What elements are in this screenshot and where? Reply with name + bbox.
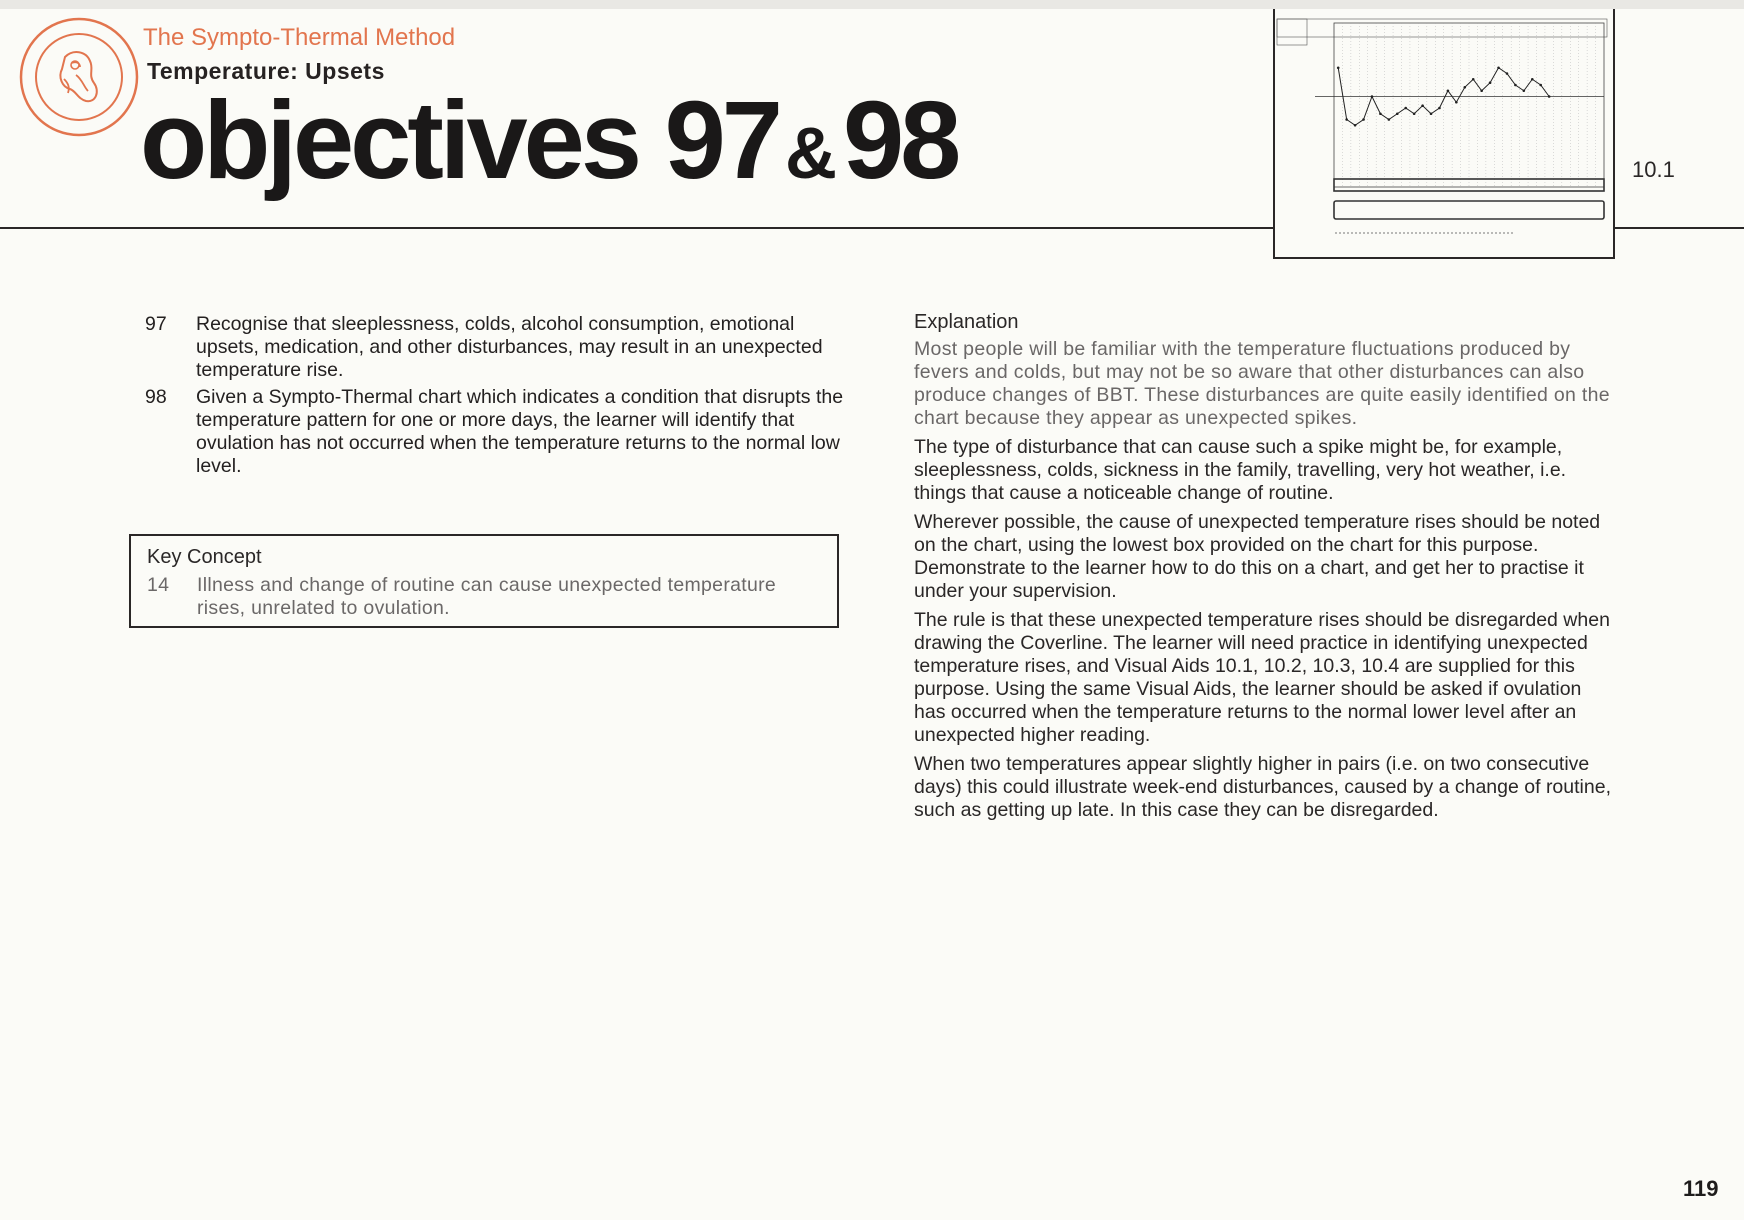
explanation-paragraph-1: Most people will be familiar with the temperature fluctuations produced by fevers and colds, but may not be so aware that other disturbances can also produce changes of BBT. These disturbances are quite easily identified on the chart because they appear as unexpected spikes. <box>914 338 1610 429</box>
chart-temperature-point <box>1430 112 1433 115</box>
temperature-chart-graphic <box>1275 9 1613 257</box>
chart-temperature-point <box>1362 118 1365 121</box>
section-title: Temperature: Upsets <box>147 58 385 84</box>
key-concept-title: Key Concept <box>147 546 262 568</box>
chart-temperature-point <box>1438 107 1441 110</box>
top-edge-band <box>0 0 1744 9</box>
chart-temperature-point <box>1497 66 1500 69</box>
chart-temperature-point <box>1489 81 1492 84</box>
key-concept-text: Illness and change of routine can cause unexpected temperature rises, unrelated to ovulation. <box>197 574 777 619</box>
explanation-paragraph-4: The rule is that these unexpected temperature rises should be disregarded when drawing the Coverline. The learner will need practice in identifying unexpected temperature rises, and Visual Aids 10.1, 10.2, 10.3, 10.4 are supplied for this purpose. Using the same Visual Aids, the learner should be asked if ovulation has occurred when the temperature returns to the normal lower level after an unexpected higher reading. <box>914 609 1610 746</box>
chart-temperature-point <box>1371 95 1374 98</box>
explanation-paragraph-3: Wherever possible, the cause of unexpected temperature rises should be noted on the chart, using the lowest box provided on the chart for this purpose. Demonstrate to the learner how to do this on a chart, and get her to practise it under your supervision. <box>914 511 1601 602</box>
chart-temperature-point <box>1413 112 1416 115</box>
objective-98 <box>145 386 845 478</box>
chart-temperature-point <box>1404 107 1407 110</box>
chart-temperature-point <box>1539 84 1542 87</box>
chart-temperature-point <box>1548 95 1551 98</box>
heading-ampersand: & <box>784 114 837 194</box>
chart-temperature-point <box>1463 86 1466 89</box>
explanation-section <box>914 311 1614 828</box>
page-number: 119 <box>1683 1176 1719 1201</box>
chart-temperature-point <box>1354 124 1357 127</box>
visual-aid-chart-thumbnail <box>1273 9 1615 259</box>
objective-97 <box>145 313 845 382</box>
chart-temperature-point <box>1337 66 1340 69</box>
chart-temperature-point <box>1388 118 1391 121</box>
chart-temperature-point <box>1523 89 1526 92</box>
chart-temperature-point <box>1472 78 1475 81</box>
explanation-paragraph-2: The type of disturbance that can cause such a spike might be, for example, sleeplessness, colds, sickness in the family, travelling, very hot weather, i.e. things that cause a noticeable change of routine. <box>914 436 1567 504</box>
chart-temperature-point <box>1514 84 1517 87</box>
heading-number-98: 98 <box>842 79 958 202</box>
chart-temperature-point <box>1455 101 1458 104</box>
chart-temperature-point <box>1396 112 1399 115</box>
page-title <box>140 79 958 202</box>
objective-number: 98 <box>145 386 167 408</box>
chart-temperature-point <box>1447 89 1450 92</box>
series-title: The Sympto-Thermal Method <box>143 24 456 51</box>
objective-text: Recognise that sleeplessness, colds, alcohol consumption, emotional upsets, medication, and other disturbances, may result in an unexpected temperature rise. <box>196 313 823 381</box>
chart-date-row <box>1277 19 1607 37</box>
explanation-title: Explanation <box>914 311 1019 333</box>
explanation-paragraph-5: When two temperatures appear slightly higher in pairs (i.e. on two consecutive days) this could illustrate week-end disturbances, caused by a change of routine, such as getting up late. In this case they can be disregarded. <box>914 753 1611 821</box>
key-concept-box <box>129 534 839 628</box>
chart-month-box <box>1277 19 1307 45</box>
chart-grid <box>1342 23 1595 187</box>
chart-temperature-point <box>1506 72 1509 75</box>
chart-temperature-point <box>1345 118 1348 121</box>
chart-disturbances-box <box>1334 201 1604 219</box>
chart-temperature-point <box>1379 112 1382 115</box>
chart-temperature-point <box>1480 89 1483 92</box>
visual-aid-reference: 10.1 <box>1632 157 1675 182</box>
key-concept-number: 14 <box>147 574 170 596</box>
heading-word: objectives <box>140 79 639 202</box>
chart-temperature-point <box>1421 104 1424 107</box>
chart-temperature-point <box>1531 78 1534 81</box>
heading-number-97: 97 <box>664 79 779 202</box>
objective-text: Given a Sympto-Thermal chart which indicates a condition that disrupts the temperature pattern for one or more days, the learner will identify that ovulation has not occurred when the temperature returns to the normal low level. <box>196 386 844 477</box>
objectives-list <box>145 313 845 482</box>
sympto-thermal-logo-icon <box>18 17 140 137</box>
key-concept-item <box>147 574 822 620</box>
objective-number: 97 <box>145 313 167 335</box>
